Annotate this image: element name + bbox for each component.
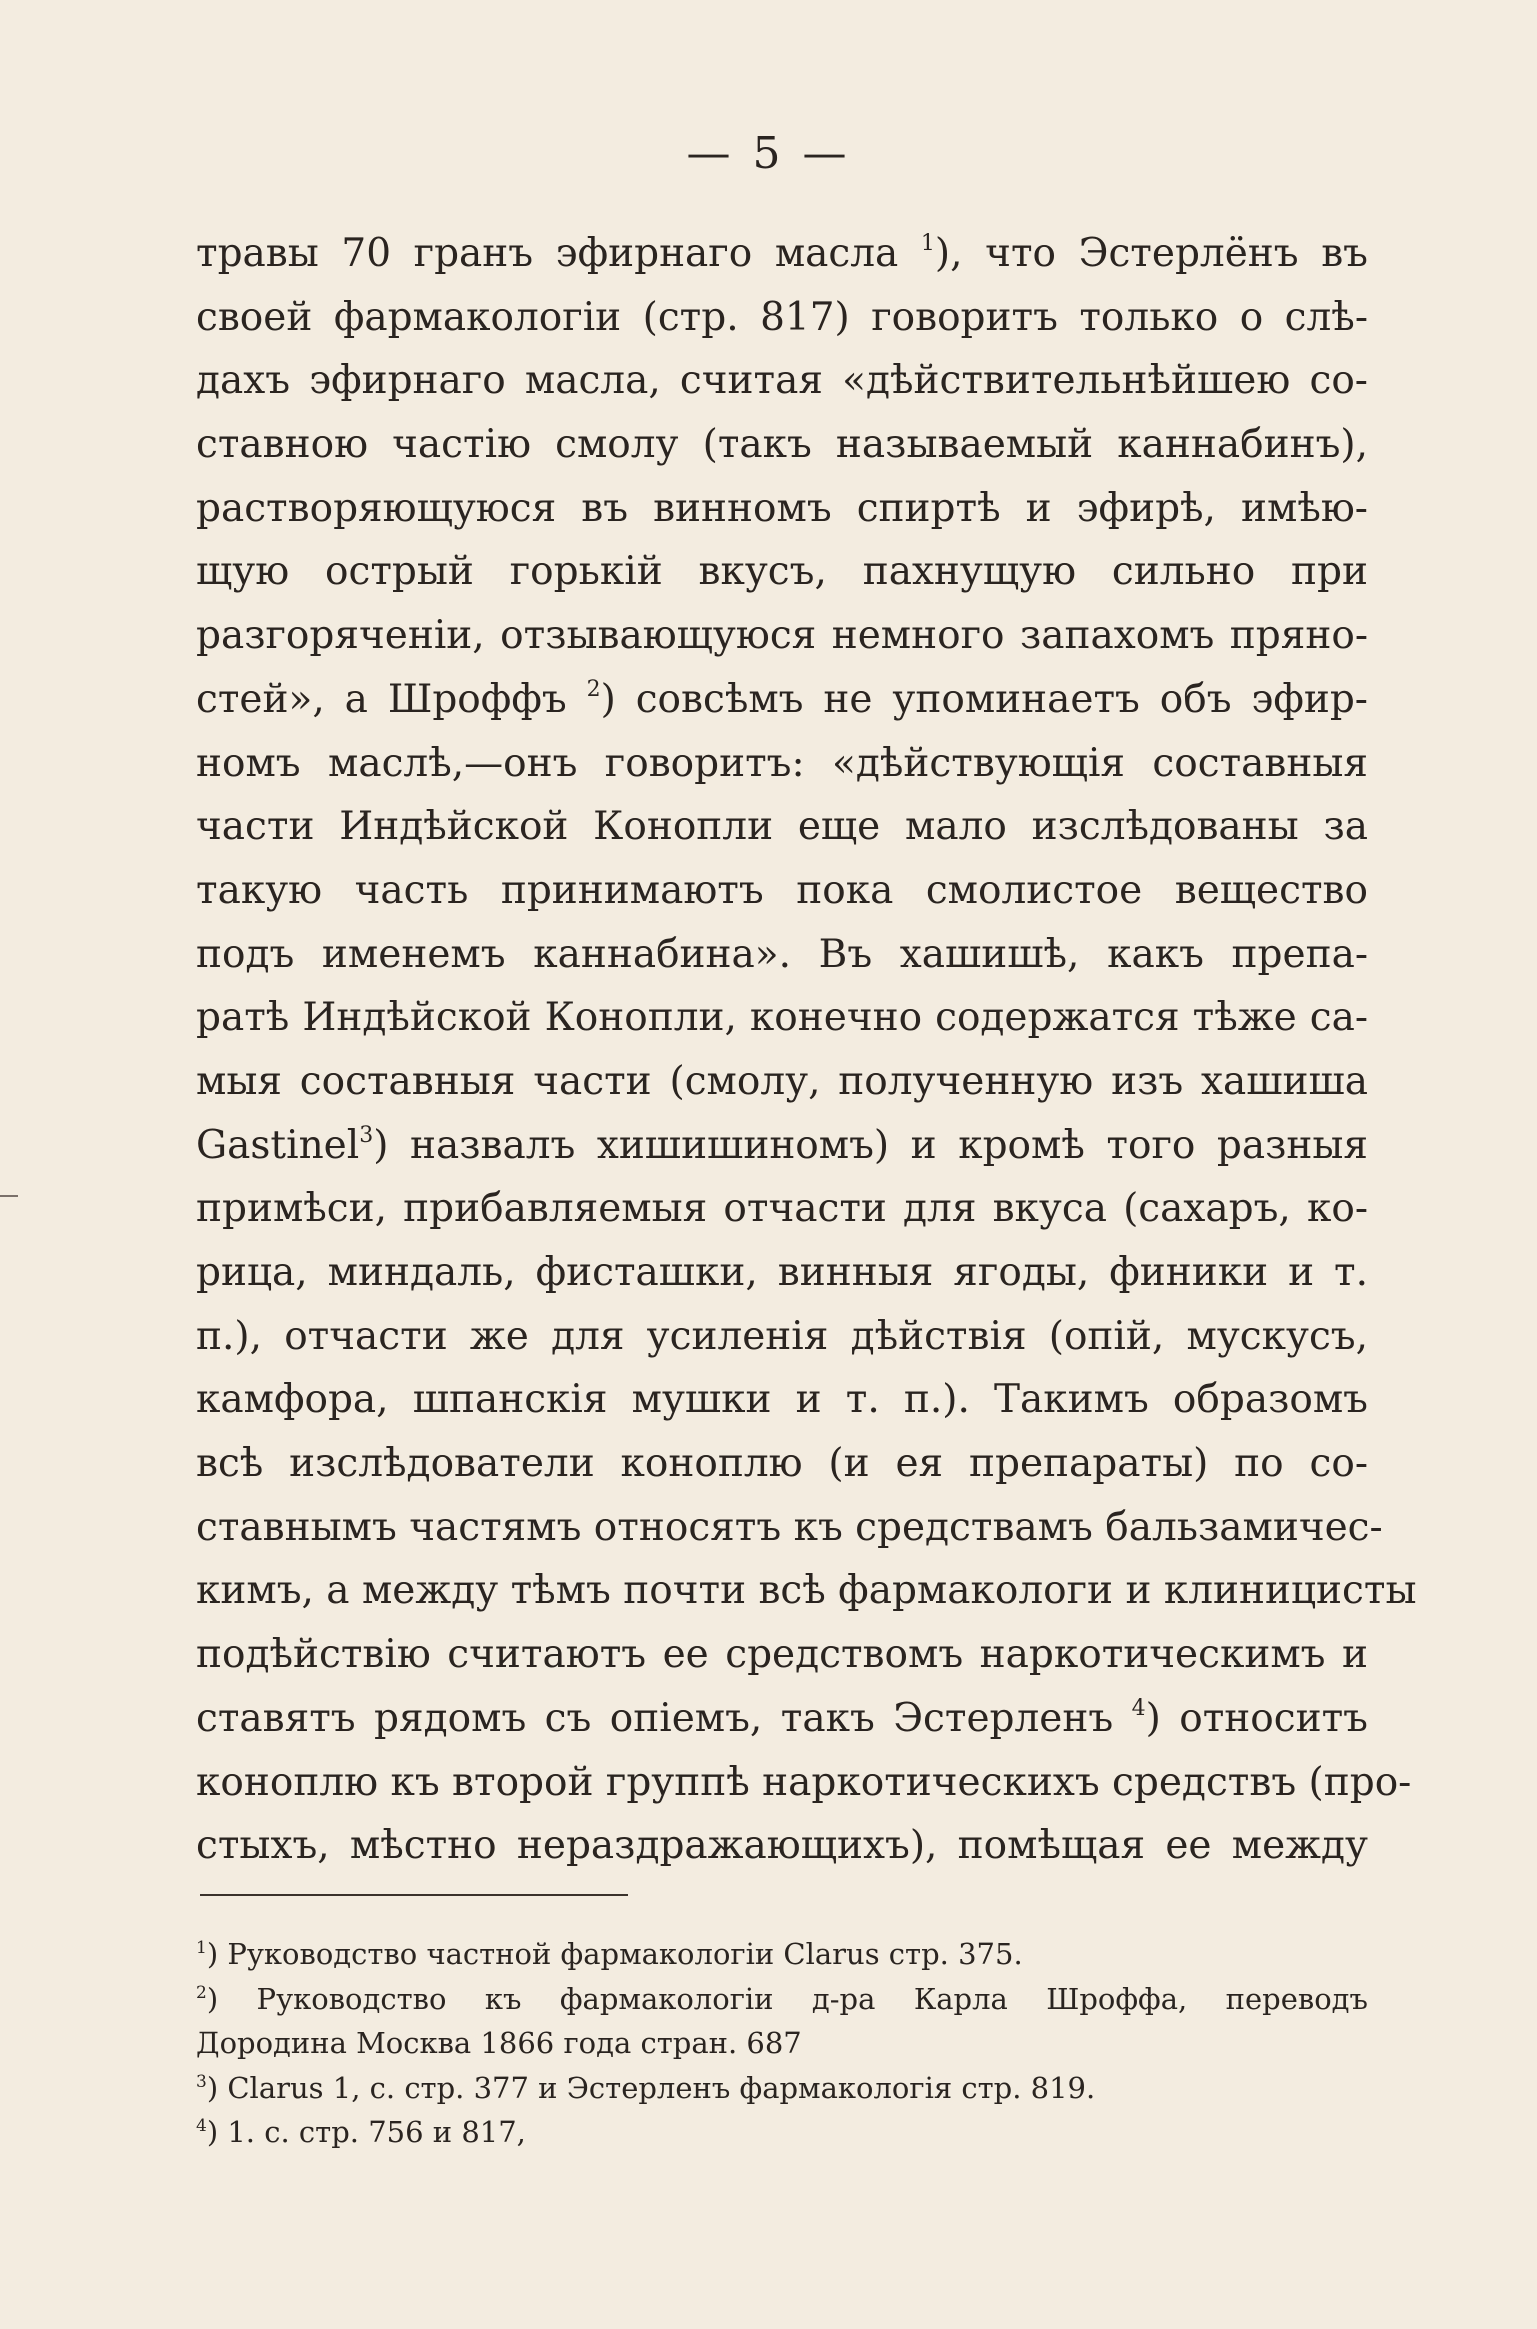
margin-mark	[0, 1195, 18, 1197]
footnote: $^4$) 1. с. стр. 756 и 817,	[196, 2115, 526, 2149]
text-line: мыя составныя части (смолу, полученную изъ хашиша	[196, 1058, 1368, 1104]
text-line: ставною частію смолу (такъ называемый каннабинъ),	[196, 422, 1368, 468]
page-number: — 5 —	[686, 128, 851, 179]
text-line: примѣси, прибавляемыя отчасти для вкуса (сахаръ, ко-	[196, 1186, 1368, 1232]
text-line: травы 70 гранъ эфирнаго масла $^1$), что Эстерлёнъ въ	[196, 231, 1368, 276]
footnote: $^3$) Clarus 1, с. стр. 377 и Эстерленъ фармакологія стр. 819.	[196, 2070, 1096, 2105]
footnote: $^1$) Руководство частной фармакологіи Clarus стр. 375.	[196, 1937, 1023, 1971]
footnote-continuation: Дородина Москва 1866 года стран. 687	[196, 2026, 802, 2060]
text-line: разгоряченіи, отзывающуюся немного запахомъ пряно-	[196, 613, 1368, 659]
text-line: ратѣ Индѣйской Конопли, конечно содержатся тѣже са-	[196, 995, 1368, 1041]
text-line: подѣйствію считаютъ ее средствомъ наркотическимъ и	[196, 1632, 1368, 1678]
text-line: п.), отчасти же для усиленія дѣйствія (опій, мускусъ,	[196, 1313, 1368, 1359]
text-line: камфора, шпанскія мушки и т. п.). Такимъ образомъ	[196, 1377, 1368, 1423]
footnote: $^2$) Руководство къ фармакологіи д-ра Карла Шроффа, переводъ	[196, 1981, 1368, 2016]
text-line: части Индѣйской Конопли еще мало изслѣдованы за	[196, 804, 1368, 850]
text-line: щую острый горькій вкусъ, пахнущую сильно при	[196, 549, 1368, 595]
text-line: стей», а Шроффъ $^2$) совсѣмъ не упоминаетъ объ эфир-	[196, 676, 1368, 722]
text-line: кимъ, а между тѣмъ почти всѣ фармакологи и клиницисты	[196, 1568, 1417, 1614]
text-line: растворяющуюся въ винномъ спиртѣ и эфирѣ, имѣю-	[196, 485, 1368, 531]
text-line: Gastinel$^3$) назвалъ хишишиномъ) и кромѣ того разныя	[196, 1122, 1368, 1168]
footnotes	[196, 1932, 1368, 2155]
text-line: дахъ эфирнаго масла, считая «дѣйствительнѣйшею со-	[196, 358, 1368, 404]
text-line: коноплю къ второй группѣ наркотическихъ средствъ (про-	[196, 1759, 1412, 1805]
text-line: такую часть принимаютъ пока смолистое вещество	[196, 867, 1368, 913]
text-line: своей фармакологіи (стр. 817) говоритъ только о слѣ-	[196, 294, 1368, 340]
text-line: рица, миндаль, фисташки, винныя ягоды, финики и т.	[196, 1250, 1368, 1295]
footnote-divider	[200, 1894, 628, 1896]
text-line: номъ маслѣ,—онъ говоритъ: «дѣйствующія составныя	[196, 740, 1368, 786]
text-line: ставнымъ частямъ относятъ къ средствамъ бальзамичес-	[196, 1504, 1383, 1550]
text-line: всѣ изслѣдователи коноплю (и ея препараты) по со-	[196, 1441, 1368, 1487]
text-line: подъ именемъ каннабина». Въ хашишѣ, какъ препа-	[196, 931, 1368, 977]
text-line: стыхъ, мѣстно нераздражающихъ), помѣщая ее между	[196, 1823, 1368, 1869]
body-text	[196, 222, 1417, 1878]
text-line: ставятъ рядомъ съ опіемъ, такъ Эстерленъ $^4$) относитъ	[196, 1695, 1368, 1741]
